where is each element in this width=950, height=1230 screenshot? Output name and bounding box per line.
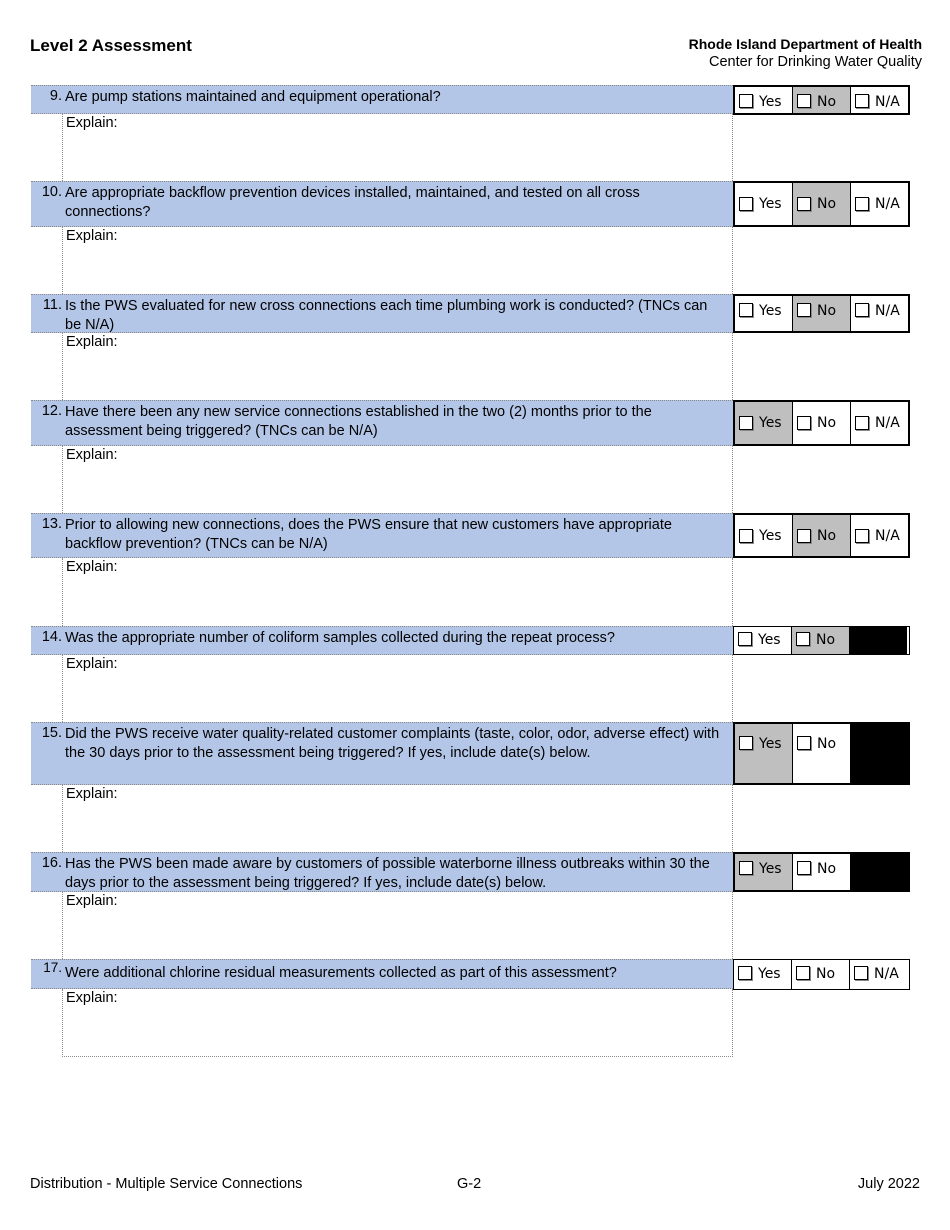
question-text: Have there been any new service connections established in the two (2) months prior to the assessment being triggered? (TNCs can be N/A) xyxy=(65,404,652,439)
question-number: 12. xyxy=(41,403,62,419)
checkbox-icon[interactable] xyxy=(797,94,811,108)
question-11 xyxy=(31,294,733,333)
footer-page-number: G-2 xyxy=(457,1176,482,1192)
yes-option[interactable]: Yes xyxy=(735,183,793,225)
question-13 xyxy=(31,513,733,558)
footer-section-name: Distribution - Multiple Service Connections xyxy=(30,1176,303,1192)
question-10 xyxy=(31,181,733,227)
explain-field-13[interactable] xyxy=(62,558,733,626)
checkbox-icon[interactable] xyxy=(796,966,810,980)
explain-field-15[interactable] xyxy=(62,785,733,852)
checkbox-icon[interactable] xyxy=(739,736,753,750)
no-option[interactable]: No xyxy=(793,515,851,556)
yes-option[interactable]: Yes xyxy=(735,724,793,783)
explain-label: Explain: xyxy=(66,334,118,350)
question-number: 10. xyxy=(41,184,62,200)
checkbox-icon[interactable] xyxy=(738,966,752,980)
explain-field-17[interactable] xyxy=(62,989,733,1057)
explain-field-16[interactable] xyxy=(62,892,733,959)
no-option[interactable]: No xyxy=(793,402,851,444)
question-text: Did the PWS receive water quality-related customer complaints (taste, color, odor, adverse effect) with the 30 days prior to the assessment being triggered? If yes, include date(s) below. xyxy=(65,726,720,761)
explain-label: Explain: xyxy=(66,656,118,672)
question-text: Are pump stations maintained and equipment operational? xyxy=(65,89,441,105)
yes-option[interactable]: Yes xyxy=(735,854,793,890)
checkbox-icon[interactable] xyxy=(797,861,811,875)
no-option[interactable]: No xyxy=(793,183,851,225)
checkbox-icon[interactable] xyxy=(855,94,869,108)
question-14 xyxy=(31,626,733,655)
na-option[interactable]: N/A xyxy=(850,960,907,989)
question-text: Has the PWS been made aware by customers of possible waterborne illness outbreaks within 30 the days prior to the assessment being triggered? If yes, include date(s) below. xyxy=(65,856,710,891)
question-text: Is the PWS evaluated for new cross connections each time plumbing work is conducted? (TNCs can be N/A) xyxy=(65,298,708,333)
na-option[interactable]: N/A xyxy=(851,402,908,444)
no-option[interactable]: No xyxy=(793,296,851,331)
no-option[interactable]: No xyxy=(793,854,851,890)
checkbox-icon[interactable] xyxy=(797,416,811,430)
explain-field-14[interactable] xyxy=(62,655,733,722)
explain-label: Explain: xyxy=(66,115,118,131)
no-option[interactable]: No xyxy=(793,724,851,783)
question-number: 17. xyxy=(43,960,62,975)
na-blocked-cell xyxy=(851,854,908,890)
na-blocked-cell xyxy=(851,724,908,783)
answer-group-14 xyxy=(733,626,910,655)
checkbox-icon[interactable] xyxy=(739,861,753,875)
explain-field-9[interactable] xyxy=(62,114,733,181)
na-option[interactable]: N/A xyxy=(851,87,908,113)
answer-group-11 xyxy=(733,294,910,333)
yes-option[interactable]: Yes xyxy=(735,87,793,113)
explain-label: Explain: xyxy=(66,990,118,1006)
explain-label: Explain: xyxy=(66,786,118,802)
question-17 xyxy=(31,959,733,989)
explain-field-10[interactable] xyxy=(62,227,733,294)
yes-option[interactable]: Yes xyxy=(735,515,793,556)
question-number: 13. xyxy=(41,516,62,532)
no-option[interactable]: No xyxy=(792,960,850,989)
checkbox-icon[interactable] xyxy=(855,529,869,543)
page-title: Level 2 Assessment xyxy=(30,36,192,55)
footer-date: July 2022 xyxy=(857,1176,920,1192)
header-org: Rhode Island Department of Health xyxy=(688,36,922,52)
question-text: Was the appropriate number of coliform samples collected during the repeat process? xyxy=(65,630,615,646)
answer-group-12 xyxy=(733,400,910,446)
yes-option[interactable]: Yes xyxy=(735,402,793,444)
checkbox-icon[interactable] xyxy=(797,529,811,543)
question-16 xyxy=(31,852,733,892)
question-number: 9. xyxy=(49,88,62,104)
question-number: 15. xyxy=(41,725,62,741)
explain-field-12[interactable] xyxy=(62,446,733,513)
explain-field-11[interactable] xyxy=(62,333,733,400)
checkbox-icon[interactable] xyxy=(739,197,753,211)
question-number: 11. xyxy=(42,297,62,313)
answer-group-16 xyxy=(733,852,910,892)
checkbox-icon[interactable] xyxy=(796,632,810,646)
na-blocked-cell xyxy=(850,627,907,654)
checkbox-icon[interactable] xyxy=(855,303,869,317)
checkbox-icon[interactable] xyxy=(738,632,752,646)
no-option[interactable]: No xyxy=(792,627,850,654)
na-option[interactable]: N/A xyxy=(851,515,908,556)
na-option[interactable]: N/A xyxy=(851,296,908,331)
checkbox-icon[interactable] xyxy=(739,303,753,317)
yes-option[interactable]: Yes xyxy=(735,296,793,331)
checkbox-icon[interactable] xyxy=(855,416,869,430)
explain-label: Explain: xyxy=(66,447,118,463)
checkbox-icon[interactable] xyxy=(739,94,753,108)
answer-group-10 xyxy=(733,181,910,227)
question-text: Were additional chlorine residual measurements collected as part of this assessment? xyxy=(65,965,617,981)
question-12 xyxy=(31,400,733,446)
yes-option[interactable]: Yes xyxy=(734,627,792,654)
checkbox-icon[interactable] xyxy=(854,966,868,980)
checkbox-icon[interactable] xyxy=(797,303,811,317)
yes-option[interactable]: Yes xyxy=(734,960,792,989)
answer-group-15 xyxy=(733,722,910,785)
checkbox-icon[interactable] xyxy=(739,416,753,430)
explain-label: Explain: xyxy=(66,893,118,909)
explain-label: Explain: xyxy=(66,559,118,575)
question-text: Prior to allowing new connections, does the PWS ensure that new customers have appropriate backflow prevention? (TNCs can be N/A) xyxy=(65,517,672,552)
question-number: 14. xyxy=(41,629,62,645)
checkbox-icon[interactable] xyxy=(855,197,869,211)
question-15 xyxy=(31,722,733,785)
answer-group-9 xyxy=(733,85,910,115)
checkbox-icon[interactable] xyxy=(797,736,811,750)
na-option[interactable]: N/A xyxy=(851,183,908,225)
question-number: 16. xyxy=(41,855,62,871)
no-option[interactable]: No xyxy=(793,87,851,113)
checkbox-icon[interactable] xyxy=(739,529,753,543)
checkbox-icon[interactable] xyxy=(797,197,811,211)
header-sub: Center for Drinking Water Quality xyxy=(708,54,922,70)
question-9 xyxy=(31,85,733,114)
explain-label: Explain: xyxy=(66,228,118,244)
answer-group-13 xyxy=(733,513,910,558)
question-text: Are appropriate backflow prevention devices installed, maintained, and tested on all cross connections? xyxy=(65,185,640,220)
header-org-block xyxy=(689,35,922,71)
answer-group-17 xyxy=(733,959,910,990)
